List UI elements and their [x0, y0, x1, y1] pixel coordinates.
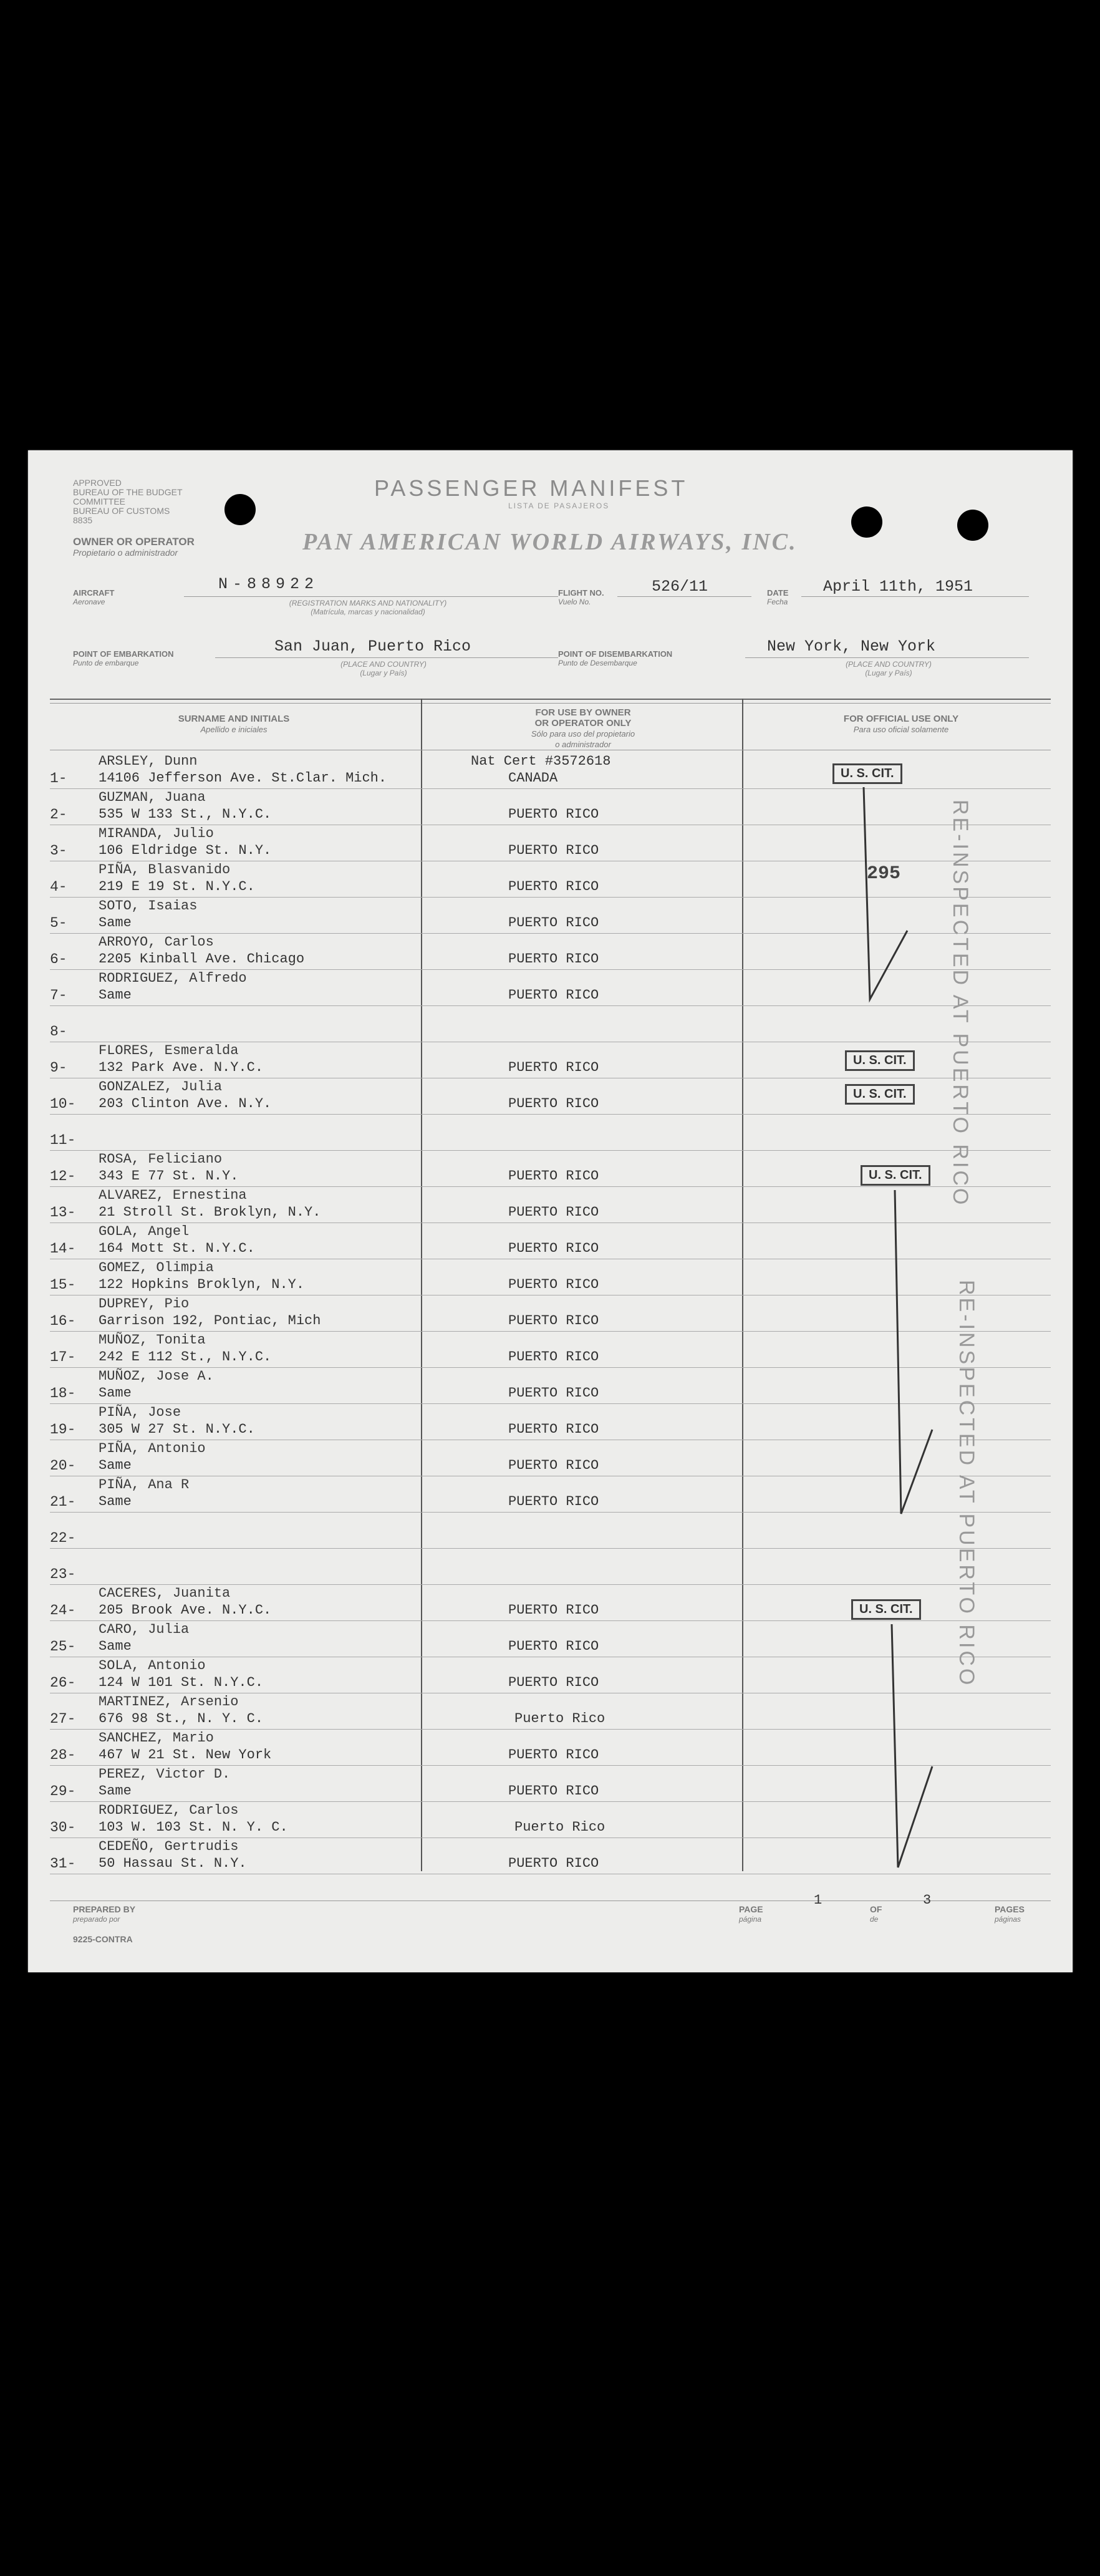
table-row — [50, 790, 1051, 826]
disembarkation-label: POINT OF DISEMBARKATION Punto de Desembarque — [558, 649, 673, 667]
row-number: 26- — [50, 1675, 76, 1691]
passenger-address: 676 98 St., N. Y. C. — [99, 1711, 264, 1726]
row-number: 22- — [50, 1530, 76, 1546]
passenger-name: FLORES, Esmeralda — [99, 1043, 239, 1058]
table-row — [50, 1549, 1051, 1586]
row-rule — [50, 1548, 1051, 1549]
nationality: PUERTO RICO — [508, 1494, 599, 1509]
row-rule — [50, 1729, 1051, 1730]
table-row — [50, 826, 1051, 862]
table-row — [50, 1730, 1051, 1766]
nationality: PUERTO RICO — [508, 1602, 599, 1618]
row-number: 31- — [50, 1856, 76, 1872]
row-number: 21- — [50, 1494, 76, 1510]
nationality: PUERTO RICO — [508, 1385, 599, 1401]
row-number: 4- — [50, 879, 67, 895]
manifest-subtitle: LISTA DE PASAJEROS — [508, 501, 610, 510]
passenger-name: RODRIGUEZ, Alfredo — [99, 971, 247, 986]
punch-hole — [851, 506, 882, 538]
passenger-name: MUÑOZ, Tonita — [99, 1332, 206, 1348]
nationality: PUERTO RICO — [508, 915, 599, 931]
passenger-name: PIÑA, Blasvanido — [99, 862, 231, 878]
us-citizen-stamp: U. S. CIT. — [845, 1050, 915, 1071]
flight-label: FLIGHT NO. Vuelo No. — [558, 588, 604, 606]
aircraft-value: N-88922 — [218, 575, 319, 593]
airline-name: PAN AMERICAN WORLD AIRWAYS, INC. — [302, 529, 798, 555]
passenger-name: MUÑOZ, Jose A. — [99, 1368, 214, 1384]
aircraft-caption: (REGISTRATION MARKS AND NATIONALITY) (Matrícula, marcas y nacionalidad) — [289, 599, 447, 616]
passenger-address: Garrison 192, Pontiac, Mich — [99, 1313, 321, 1329]
form-number: 9225-CONTRA — [73, 1934, 133, 1944]
date-label: DATE Fecha — [767, 588, 789, 606]
row-number: 3- — [50, 843, 67, 859]
passenger-name: PIÑA, Ana R — [99, 1477, 190, 1493]
passenger-address: 124 W 101 St. N.Y.C. — [99, 1675, 264, 1690]
us-citizen-stamp: U. S. CIT. — [851, 1599, 921, 1620]
passenger-name: CACERES, Juanita — [99, 1586, 231, 1601]
table-row — [50, 1007, 1051, 1043]
passenger-address: 343 E 77 St. N.Y. — [99, 1168, 239, 1184]
passenger-name: ALVAREZ, Ernestina — [99, 1188, 247, 1203]
table-row — [50, 1332, 1051, 1368]
row-number: 18- — [50, 1385, 76, 1402]
nationality: PUERTO RICO — [508, 1168, 599, 1184]
nationality: PUERTO RICO — [508, 987, 599, 1003]
passenger-address: 467 W 21 St. New York — [99, 1747, 272, 1763]
nationality: PUERTO RICO — [508, 1313, 599, 1329]
nationality: Puerto Rico — [514, 1711, 605, 1726]
passenger-address: 535 W 133 St., N.Y.C. — [99, 806, 272, 822]
page-total: 3 — [923, 1892, 932, 1908]
reinspected-stamp: RE-INSPECTED AT PUERTO RICO — [955, 1280, 978, 1688]
passenger-address: 50 Hassau St. N.Y. — [99, 1856, 247, 1871]
passenger-address: Same — [99, 1494, 132, 1509]
approval-note: APPROVED BUREAU OF THE BUDGET COMMITTEE BUREAU OF CUSTOMS 8835 — [73, 478, 183, 525]
table-row — [50, 1368, 1051, 1405]
table-row — [50, 1260, 1051, 1296]
nationality: PUERTO RICO — [508, 1675, 599, 1690]
nationality: PUERTO RICO — [508, 1421, 599, 1437]
us-citizen-stamp: U. S. CIT. — [861, 1165, 930, 1186]
row-number: 23- — [50, 1566, 76, 1582]
row-rule — [50, 1331, 1051, 1332]
nationality: PUERTO RICO — [508, 1096, 599, 1111]
embarkation-label: POINT OF EMBARKATION Punto de embarque — [73, 649, 174, 667]
row-rule — [50, 1801, 1051, 1802]
passenger-name: CEDEÑO, Gertrudis — [99, 1839, 239, 1854]
row-number: 10- — [50, 1096, 76, 1112]
handwritten-count: 295 — [867, 863, 901, 884]
passenger-name: SOTO, Isaias — [99, 898, 198, 914]
passenger-address: 106 Eldridge St. N.Y. — [99, 843, 272, 858]
passenger-name: CARO, Julia — [99, 1622, 190, 1637]
row-number: 15- — [50, 1277, 76, 1293]
aircraft-label: AIRCRAFT Aeronave — [73, 588, 115, 606]
row-rule — [50, 1584, 1051, 1585]
nationality: PUERTO RICO — [508, 1277, 599, 1292]
passenger-name: SANCHEZ, Mario — [99, 1730, 214, 1746]
row-number: 14- — [50, 1241, 76, 1257]
nationality: PUERTO RICO — [508, 1639, 599, 1654]
flight-value: 526/11 — [652, 578, 708, 596]
table-row — [50, 898, 1051, 934]
row-rule — [50, 1005, 1051, 1006]
passenger-address: 305 W 27 St. N.Y.C. — [99, 1421, 255, 1437]
passenger-address: Same — [99, 1458, 132, 1473]
table-row — [50, 1441, 1051, 1477]
passenger-name: RODRIGUEZ, Carlos — [99, 1803, 239, 1818]
passenger-address: Same — [99, 987, 132, 1003]
table-row — [50, 1622, 1051, 1658]
owner-label: OWNER OR OPERATOR Propietario o administrador — [73, 536, 195, 558]
passenger-address: 103 W. 103 St. N. Y. C. — [99, 1819, 288, 1835]
table-row — [50, 1224, 1051, 1260]
table-row — [50, 1803, 1051, 1839]
row-rule — [50, 1403, 1051, 1404]
table-row — [50, 1839, 1051, 1875]
nationality: PUERTO RICO — [508, 1856, 599, 1871]
punch-hole — [957, 510, 988, 541]
table-row — [50, 862, 1051, 898]
disembarkation-caption: (PLACE AND COUNTRY) (Lugar y País) — [846, 660, 932, 677]
row-number: 28- — [50, 1747, 76, 1763]
passenger-address: 219 E 19 St. N.Y.C. — [99, 879, 255, 894]
row-number: 24- — [50, 1602, 76, 1619]
row-number: 17- — [50, 1349, 76, 1365]
nationality: PUERTO RICO — [508, 843, 599, 858]
row-rule — [50, 1114, 1051, 1115]
table-row — [50, 1766, 1051, 1803]
nationality: PUERTO RICO — [508, 806, 599, 822]
passenger-address: 164 Mott St. N.Y.C. — [99, 1241, 255, 1256]
row-number: 25- — [50, 1639, 76, 1655]
passenger-name: GONZALEZ, Julia — [99, 1079, 223, 1095]
passenger-address: Same — [99, 1639, 132, 1654]
pages-label: PAGES páginas — [995, 1904, 1025, 1924]
passenger-name: GOLA, Angel — [99, 1224, 190, 1239]
passenger-name: PEREZ, Victor D. — [99, 1766, 231, 1782]
table-row — [50, 1296, 1051, 1332]
col-header-surname: SURNAME AND INITIALS Apellido e iniciales — [178, 714, 290, 734]
row-number: 13- — [50, 1204, 76, 1221]
nationality: CANADA — [508, 770, 558, 786]
table-row — [50, 1477, 1051, 1513]
passenger-address: Same — [99, 1783, 132, 1799]
row-number: 16- — [50, 1313, 76, 1329]
passenger-name: DUPREY, Pio — [99, 1296, 190, 1312]
embarkation-value: San Juan, Puerto Rico — [274, 637, 471, 656]
row-number: 8- — [50, 1024, 67, 1040]
embarkation-caption: (PLACE AND COUNTRY) (Lugar y País) — [340, 660, 427, 677]
table-row — [50, 1115, 1051, 1151]
row-rule — [50, 1765, 1051, 1766]
table-row — [50, 1405, 1051, 1441]
row-rule — [50, 969, 1051, 970]
disembarkation-value: New York, New York — [767, 637, 936, 656]
passenger-name: MIRANDA, Julio — [99, 826, 214, 841]
nationality: PUERTO RICO — [508, 1060, 599, 1075]
table-row — [50, 934, 1051, 971]
row-number: 19- — [50, 1421, 76, 1438]
passenger-name: PIÑA, Antonio — [99, 1441, 206, 1456]
col-header-owner-use: FOR USE BY OWNER OR OPERATOR ONLY Sólo para uso del propietario o administrador — [531, 707, 635, 749]
nationality: PUERTO RICO — [508, 1783, 599, 1799]
passenger-name: ARSLEY, Dunn — [99, 753, 198, 769]
nationality: PUERTO RICO — [508, 951, 599, 967]
table-row — [50, 1694, 1051, 1730]
row-rule — [50, 1150, 1051, 1151]
table-row — [50, 1658, 1051, 1694]
row-rule — [50, 1512, 1051, 1513]
passenger-name: SOLA, Antonio — [99, 1658, 206, 1673]
passenger-name: PIÑA, Jose — [99, 1405, 181, 1420]
us-citizen-stamp: U. S. CIT. — [832, 763, 902, 784]
manifest-title: PASSENGER MANIFEST — [374, 475, 688, 501]
table-row — [50, 1513, 1051, 1549]
row-number: 27- — [50, 1711, 76, 1727]
passenger-name: GOMEZ, Olimpia — [99, 1260, 214, 1276]
passenger-address: Same — [99, 1385, 132, 1401]
table-row — [50, 1188, 1051, 1224]
row-number: 11- — [50, 1132, 76, 1148]
passenger-name: ARROYO, Carlos — [99, 934, 214, 950]
prepared-by-label: PREPARED BY preparado por — [73, 1904, 136, 1924]
nationality: PUERTO RICO — [508, 1458, 599, 1473]
row-number: 7- — [50, 987, 67, 1004]
us-citizen-stamp: U. S. CIT. — [845, 1084, 915, 1105]
row-number: 29- — [50, 1783, 76, 1799]
date-value: April 11th, 1951 — [823, 578, 973, 596]
row-rule — [50, 788, 1051, 789]
page-number: 1 — [814, 1892, 823, 1908]
nationality: PUERTO RICO — [508, 1349, 599, 1365]
reinspected-stamp: RE-INSPECTED AT PUERTO RICO — [948, 800, 972, 1208]
passenger-address: 2205 Kinball Ave. Chicago — [99, 951, 305, 967]
row-rule — [50, 897, 1051, 898]
punch-hole — [224, 494, 256, 525]
row-number: 9- — [50, 1060, 67, 1076]
row-number: 12- — [50, 1168, 76, 1184]
nationality: PUERTO RICO — [508, 1747, 599, 1763]
of-label: OF de — [870, 1904, 882, 1924]
nationality: Puerto Rico — [514, 1819, 605, 1835]
passenger-address: 14106 Jefferson Ave. St.Clar. Mich. — [99, 770, 387, 786]
passenger-address: 122 Hopkins Broklyn, N.Y. — [99, 1277, 305, 1292]
passenger-address: 205 Brook Ave. N.Y.C. — [99, 1602, 272, 1618]
row-number: 30- — [50, 1819, 76, 1836]
passenger-address: Same — [99, 915, 132, 931]
row-rule — [50, 1620, 1051, 1621]
nationality: PUERTO RICO — [508, 879, 599, 894]
row-number: 1- — [50, 770, 67, 787]
nationality: PUERTO RICO — [508, 1241, 599, 1256]
row-number: 6- — [50, 951, 67, 967]
nationality: PUERTO RICO — [508, 1204, 599, 1220]
page-label: PAGE página — [739, 1904, 763, 1924]
row-number: 20- — [50, 1458, 76, 1474]
row-number: 5- — [50, 915, 67, 931]
col-header-official-use: FOR OFFICIAL USE ONLY Para uso oficial solamente — [843, 714, 959, 734]
passenger-name: GUZMAN, Juana — [99, 790, 206, 805]
passenger-address: 132 Park Ave. N.Y.C. — [99, 1060, 264, 1075]
passenger-address: 242 E 112 St., N.Y.C. — [99, 1349, 272, 1365]
manifest-page — [28, 450, 1073, 1972]
table-row — [50, 971, 1051, 1007]
passenger-address: 21 Stroll St. Broklyn, N.Y. — [99, 1204, 321, 1220]
row-number: 2- — [50, 806, 67, 823]
owner-note: Nat Cert #3572618 — [471, 753, 611, 769]
row-rule — [50, 1367, 1051, 1368]
row-rule — [50, 933, 1051, 934]
passenger-address: 203 Clinton Ave. N.Y. — [99, 1096, 272, 1111]
passenger-name: MARTINEZ, Arsenio — [99, 1694, 239, 1710]
passenger-name: ROSA, Feliciano — [99, 1151, 223, 1167]
row-rule — [50, 1186, 1051, 1187]
